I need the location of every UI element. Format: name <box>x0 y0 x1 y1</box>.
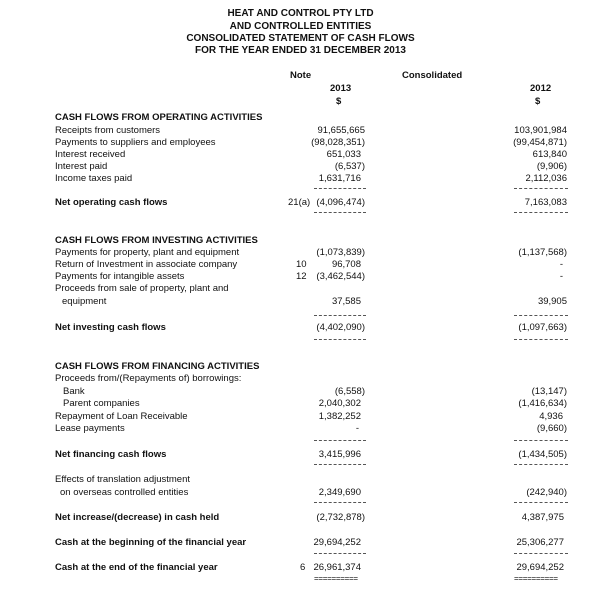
company-name: HEAT AND CONTROL PTY LTD <box>227 8 374 19</box>
net-change-label: Net increase/(decrease) in cash held <box>55 512 220 523</box>
note-ref: 6 <box>300 562 306 573</box>
value-2013: (6,537) <box>334 161 365 172</box>
net-financing-label: Net financing cash flows <box>55 449 167 460</box>
note-ref: 10 <box>296 259 307 270</box>
value-2012: 613,840 <box>532 149 567 160</box>
value-2012: (99,454,871) <box>513 137 567 148</box>
row-label: Payments to suppliers and employees <box>55 137 216 148</box>
total-rule <box>314 464 366 465</box>
net-investing-2013: (4,402,090) <box>316 322 365 333</box>
company-subtitle: AND CONTROLLED ENTITIES <box>229 21 372 32</box>
value-2012: (9,660) <box>536 423 567 434</box>
value-2012: (13,147) <box>531 386 567 397</box>
value-2013: (3,462,544) <box>316 271 365 282</box>
subtotal-rule <box>514 553 568 554</box>
value-2012: 103,901,984 <box>514 125 567 136</box>
year-2012-header: 2012 <box>530 83 552 94</box>
borrowings-subheading: Proceeds from/(Repayments of) borrowings: <box>55 373 242 384</box>
value-2013: - <box>355 423 359 434</box>
net-change-2012: 4,387,975 <box>521 512 564 523</box>
value-2013: 1,382,252 <box>318 411 361 422</box>
value-2012: 39,905 <box>537 296 567 307</box>
subtotal-rule <box>314 502 366 503</box>
net-financing-2012: (1,434,505) <box>518 449 567 460</box>
value-2012: - <box>559 259 563 270</box>
total-rule <box>314 212 366 213</box>
note-ref: 12 <box>296 271 307 282</box>
cash-begin-2013: 29,694,252 <box>313 537 361 548</box>
total-rule <box>514 464 568 465</box>
value-2013: 96,708 <box>331 259 361 270</box>
row-label: Parent companies <box>63 398 140 409</box>
value-2012: 4,936 <box>539 411 563 422</box>
cash-end-2013: 26,961,374 <box>313 562 361 573</box>
net-change-2013: (2,732,878) <box>316 512 365 523</box>
value-2012: (1,416,634) <box>518 398 567 409</box>
value-2012: (9,906) <box>536 161 567 172</box>
subtotal-rule <box>314 440 366 441</box>
row-label: Interest received <box>55 149 126 160</box>
cash-end-label: Cash at the end of the financial year <box>55 562 218 573</box>
subtotal-rule <box>514 502 568 503</box>
year-2013-header: 2013 <box>330 83 352 94</box>
value-2013: 91,655,665 <box>317 125 365 136</box>
row-label: Repayment of Loan Receivable <box>55 411 188 422</box>
double-underline: ========== <box>514 574 558 583</box>
subtotal-rule <box>514 440 568 441</box>
row-label: Payments for intangible assets <box>55 271 185 282</box>
subtotal-rule <box>514 315 568 316</box>
value-2013: 1,631,716 <box>318 173 361 184</box>
financing-heading: CASH FLOWS FROM FINANCING ACTIVITIES <box>55 361 260 372</box>
total-rule <box>514 339 568 340</box>
value-2013: (98,028,351) <box>311 137 365 148</box>
value-2013: (1,073,839) <box>316 247 365 258</box>
translation-2012: (242,940) <box>526 487 567 498</box>
subtotal-rule <box>314 315 366 316</box>
value-2013: 2,040,302 <box>318 398 361 409</box>
net-operating-2013: (4,096,474) <box>316 197 365 208</box>
period-title: FOR THE YEAR ENDED 31 DECEMBER 2013 <box>195 45 406 56</box>
cash-end-2012: 29,694,252 <box>516 562 564 573</box>
subtotal-rule <box>314 553 366 554</box>
translation-label-continued: on overseas controlled entities <box>60 487 189 498</box>
subtotal-rule <box>314 188 366 189</box>
value-2012: (1,137,568) <box>518 247 567 258</box>
value-2013: 651,033 <box>326 149 361 160</box>
investing-heading: CASH FLOWS FROM INVESTING ACTIVITIES <box>55 235 258 246</box>
value-2013: 37,585 <box>331 296 361 307</box>
total-rule <box>314 339 366 340</box>
net-investing-label: Net investing cash flows <box>55 322 166 333</box>
translation-2013: 2,349,690 <box>318 487 361 498</box>
row-label: Income taxes paid <box>55 173 133 184</box>
currency-2012: $ <box>535 96 541 107</box>
value-2013: (6,558) <box>334 386 365 397</box>
currency-2013: $ <box>336 96 342 107</box>
net-operating-2012: 7,163,083 <box>524 197 567 208</box>
total-rule <box>514 212 568 213</box>
note-ref: 21(a) <box>288 197 311 208</box>
row-label: Lease payments <box>55 423 125 434</box>
statement-title: CONSOLIDATED STATEMENT OF CASH FLOWS <box>186 33 415 44</box>
row-label: Return of Investment in associate company <box>55 259 238 270</box>
cash-begin-label: Cash at the beginning of the financial year <box>55 537 247 548</box>
row-label-continued: equipment <box>62 296 107 307</box>
net-operating-label: Net operating cash flows <box>55 197 168 208</box>
net-financing-2013: 3,415,996 <box>318 449 361 460</box>
note-column-header: Note <box>290 70 312 81</box>
value-2012: 2,112,036 <box>525 173 567 184</box>
operating-heading: CASH FLOWS FROM OPERATING ACTIVITIES <box>55 112 263 123</box>
value-2012: - <box>559 271 563 282</box>
row-label: Interest paid <box>55 161 108 172</box>
double-underline: ========== <box>314 574 358 583</box>
subtotal-rule <box>514 188 568 189</box>
cash-begin-2012: 25,306,277 <box>516 537 564 548</box>
row-label: Bank <box>63 386 85 397</box>
net-investing-2012: (1,097,663) <box>518 322 567 333</box>
row-label: Receipts from customers <box>55 125 161 136</box>
consolidated-header: Consolidated <box>402 70 463 81</box>
row-label: Payments for property, plant and equipment <box>55 247 240 258</box>
translation-label: Effects of translation adjustment <box>55 474 191 485</box>
row-label: Proceeds from sale of property, plant and <box>55 283 229 294</box>
